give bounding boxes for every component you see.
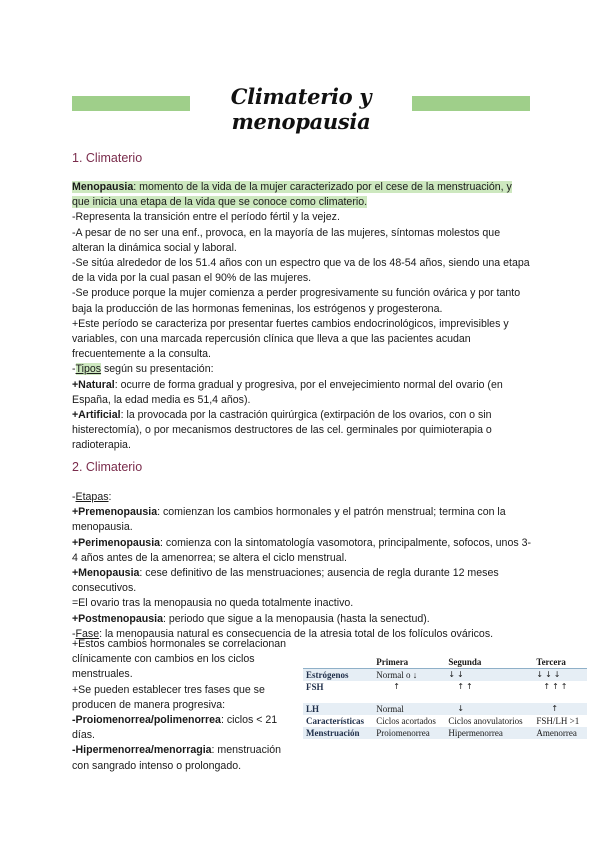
table-header-cell: Segunda <box>445 655 533 669</box>
etapas-line <box>72 490 532 505</box>
hipermenorrea-text: : menstruación con sangrado intenso o prolongado. <box>72 744 282 772</box>
tipos-line <box>72 362 532 377</box>
tipos-prefix: - <box>72 363 76 376</box>
body-line: -Se produce porque la mujer comienza a perder progresivamente su función ovárica y por tanto baja la producción de las hormonas femeninas, los estrógenos y progesterona. <box>72 287 521 315</box>
row-label: Estrógenos <box>303 669 373 682</box>
perimenopausia-term: +Perimenopausia <box>72 536 161 549</box>
table-cell: ↓ <box>445 703 533 715</box>
row-label: Características <box>303 715 373 727</box>
table-cell: ↓↓ <box>445 669 533 682</box>
row-label: Menstruación <box>303 727 373 739</box>
postmenopausia-term: +Postmenopausia <box>72 612 163 625</box>
premenopausia-item <box>72 505 532 535</box>
phases-column <box>72 637 294 774</box>
tres-fases-line: +Se pueden establecer tres fases que se producen de manera progresiva: <box>72 683 265 711</box>
fase-prefix: - <box>72 627 76 640</box>
table-cell: ↑↑ <box>445 681 533 703</box>
menopausia-note: =El ovario tras la menopausia no queda totalmente inactivo. <box>72 597 354 610</box>
table-cell: Amenorrea <box>533 727 587 739</box>
natural-term: +Natural <box>72 378 115 391</box>
body-line: -A pesar de no ser una enf., provoca, en la mayoría de las mujeres, síntomas molestos que alteran la dinámica social y laboral. <box>72 226 501 254</box>
tipos-label: Tipos <box>75 363 102 376</box>
perimenopausia-text: : comienza con la sintomatología vasomotora, principalmente, sofocos, unos 3-4 años antes de la amenorrea; se altera el ciclo menstrual. <box>72 536 532 564</box>
proiomenorrea-text: : ciclos < 21 días. <box>72 714 278 742</box>
artificial-term: +Artificial <box>72 409 121 422</box>
row-label: FSH <box>303 681 373 703</box>
tipos-suffix: según su presentación: <box>101 363 214 376</box>
table-cell: Normal o ↓ <box>373 669 445 682</box>
body-line: +Este período se caracteriza por presentar fuertes cambios endocrinológicos, imprevisibles y variables, con una marcada repercusión clínica que lleva a que las pacientes acudan frecuentemente a la consulta. <box>72 317 509 361</box>
etapas-prefix: - <box>72 491 76 503</box>
title-accent-bar-right <box>412 96 530 111</box>
table-header-cell: Tercera <box>533 655 587 669</box>
fase-label: Fase <box>75 627 100 640</box>
natural-text: : ocurre de forma gradual y progresiva, por el envejecimiento normal del ovario (en España, la edad media es 51,4 años). <box>72 378 503 406</box>
artificial-text: : la provocada por la castración quirúrgica (extirpación de los ovarios, con o sin histerectomía), o por mecanismos destructores de las cel. germinales por quimioterapia o radioterapia. <box>72 409 492 452</box>
postmenopausia-text: : periodo que sigue a la menopausia (hasta la senectud). <box>162 612 430 625</box>
table-header-cell <box>303 655 373 669</box>
table-cell: Proiomenorrea <box>373 727 445 739</box>
table-row <box>303 703 587 715</box>
etapas-label: Etapas <box>75 491 109 503</box>
menopausia-text: : cese definitivo de las menstruaciones; ausencia de regla durante 12 meses consecutivos. <box>72 567 499 595</box>
title-accent-bar-left <box>72 96 190 111</box>
table-header-cell: Primera <box>373 655 445 669</box>
table-cell: FSH/LH >1 <box>533 715 587 727</box>
table-cell: ↑ <box>533 703 587 715</box>
proiomenorrea-term: -Proiomenorrea/polimenorrea <box>72 714 221 727</box>
table-cell: Hipermenorrea <box>445 727 533 739</box>
page-title: Climaterio y menopausia <box>230 84 372 134</box>
menopausia-item <box>72 566 532 596</box>
table-cell: ↑↑↑ <box>533 681 587 703</box>
hipermenorrea-item <box>72 743 294 773</box>
table-row <box>303 727 587 739</box>
table-cell: ↑ <box>373 681 445 703</box>
proiomenorrea-item <box>72 713 294 743</box>
table-cell: Ciclos anovulatorios <box>445 715 533 727</box>
etapas-suffix: : <box>108 491 112 503</box>
body-line: -Se sitúa alrededor de los 51.4 años con un espectro que va de los 48-54 años, siendo una etapa de la vida por la cual pasan el 90% de las mujeres. <box>72 257 530 285</box>
natural-item <box>72 378 532 408</box>
artificial-item <box>72 408 532 454</box>
phases-table <box>303 655 587 739</box>
section-heading-2: 2. Climaterio <box>72 460 143 474</box>
perimenopausia-item <box>72 536 532 566</box>
premenopausia-term: +Premenopausia <box>72 506 158 519</box>
table-cell: Normal <box>373 703 445 715</box>
definition-term: Menopausia <box>72 181 134 193</box>
table-cell: ↓↓↓ <box>533 669 587 682</box>
definition-text: : momento de la vida de la mujer caracterizado por el cese de la menstruación, y que inicia una etapa de la vida que se conoce como climaterio. <box>72 181 512 209</box>
postmenopausia-item <box>72 612 532 627</box>
menopausia-term: +Menopausia <box>72 567 140 580</box>
table-cell: Ciclos acortados <box>373 715 445 727</box>
table-row <box>303 669 587 682</box>
section-2-body <box>72 490 532 642</box>
table-row <box>303 681 587 703</box>
hipermenorrea-term: -Hipermenorrea/menorragia <box>72 744 212 757</box>
section-1-body <box>72 180 532 454</box>
table-header-row <box>303 655 587 669</box>
row-label: LH <box>303 703 373 715</box>
fase-text: : la menopausia natural es consecuencia de la atresia total de los folículos ováricos. <box>99 627 494 640</box>
cambios-line: +Estos cambios hormonales se correlacionan clínicamente con cambios en los ciclos menstruales. <box>72 638 287 681</box>
body-line: -Representa la transición entre el período fértil y la vejez. <box>72 211 340 224</box>
table-row <box>303 715 587 727</box>
section-heading-1: 1. Climaterio <box>72 151 143 165</box>
definition-paragraph <box>72 180 532 210</box>
premenopausia-text: : comienzan los cambios hormonales y el patrón menstrual; termina con la menopausia. <box>72 506 506 534</box>
